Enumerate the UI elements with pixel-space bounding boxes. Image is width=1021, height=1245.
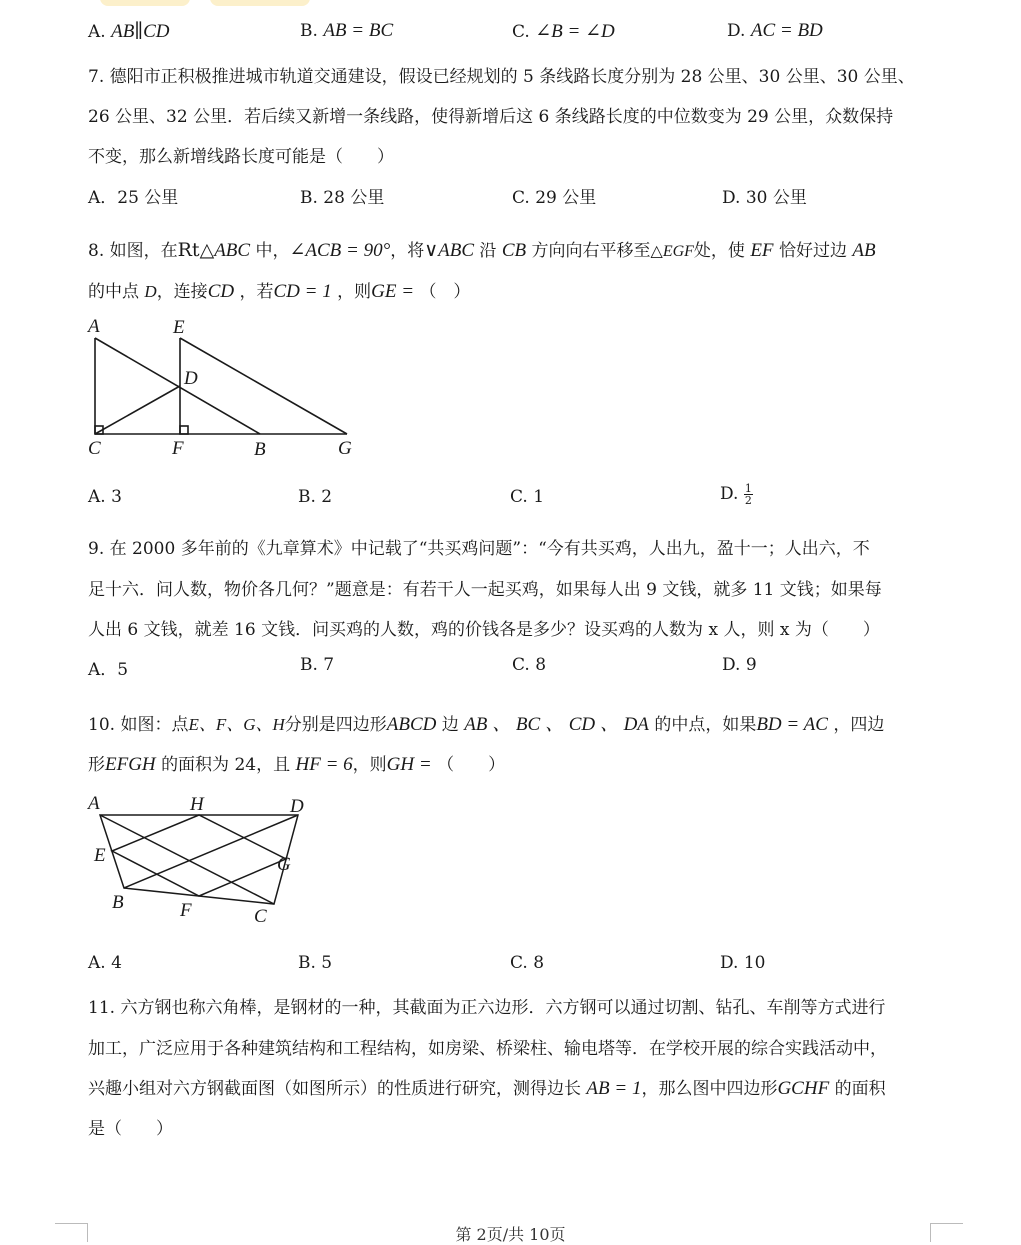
- q9-line-2: 足十六．问人数，物价各几何？”题意是：有若干人一起买鸡，如果每人出 9 文钱，就多 11 文钱；如果每: [88, 580, 882, 600]
- q11-line-2: 加工，广泛应用于各种建筑结构和工程结构，如房梁、桥梁柱、输电塔等．在学校开展的综合实践活动中，: [88, 1039, 887, 1059]
- q10-text: ，则: [352, 755, 387, 775]
- q10-option-d: D. 10: [720, 953, 766, 973]
- q8-text: 的中点: [88, 282, 139, 302]
- q7-line-1: 7. 德阳市正积极推进城市轨道交通建设，假设已经规划的 5 条线路长度分别为 28 公里、30 公里、30 公里、: [88, 67, 915, 87]
- q10-line-2: [88, 750, 505, 776]
- q10-bd-equals-ac: BD = AC: [756, 714, 828, 735]
- q8-label-d: D: [184, 368, 198, 389]
- q8-label-g: G: [338, 438, 352, 459]
- q8-cd: CD: [207, 281, 235, 302]
- q8-option-d-label: D.: [720, 484, 739, 504]
- q8-ab: AB: [852, 240, 876, 261]
- q10-text: ，四边: [833, 715, 885, 735]
- q8-triangle-egf: △EGF: [650, 243, 694, 260]
- q10-label-d: D: [290, 796, 304, 817]
- q7-option-b: B. 28 公里: [300, 188, 385, 208]
- q8-text: ，若: [239, 282, 274, 302]
- q10-points: E、F、G、H: [188, 715, 285, 734]
- q7-option-d: D. 30 公里: [722, 188, 807, 208]
- q6-option-a: [88, 20, 169, 43]
- q8-text: 沿: [479, 241, 497, 261]
- header-logo-left: [100, 0, 190, 6]
- q10-text: 10. 如图：点: [88, 715, 189, 735]
- q8-text: 中，: [255, 241, 290, 261]
- q8-text: ，连接: [156, 282, 208, 302]
- q10-option-c: C. 8: [510, 953, 545, 973]
- q6-option-b-label: B.: [300, 21, 318, 41]
- q8-label-b: B: [254, 439, 266, 460]
- q10-label-e: E: [94, 845, 106, 866]
- q10-label-a: A: [88, 793, 100, 814]
- q8-seg-cd: [95, 386, 180, 434]
- q10-text: 分别是四边形: [284, 715, 387, 735]
- q9-option-a: A．5: [88, 660, 129, 680]
- q8-text: 处，使: [693, 241, 745, 261]
- page-number: 第 2页/共 10页: [455, 1225, 566, 1244]
- q8-label-e: E: [173, 317, 185, 338]
- q6-option-a-text: AB∥CD: [111, 21, 170, 42]
- q8-line-1: [88, 236, 876, 262]
- q6-option-a-label: A.: [88, 22, 106, 42]
- q7-line-3: 不变，那么新增线路长度可能是（ ）: [88, 147, 394, 167]
- q6-option-d-label: D.: [727, 21, 746, 41]
- q9-option-c: C. 8: [512, 655, 547, 675]
- q8-rt: Rt: [177, 239, 200, 261]
- q10-label-f: F: [180, 900, 192, 921]
- q10-text: 的面积为 24，且: [161, 755, 291, 775]
- q8-label-c: C: [88, 438, 101, 459]
- q9-option-d: D. 9: [722, 655, 757, 675]
- q11-line-1: 11. 六方钢也称六角棒，是钢材的一种，其截面为正六边形．六方钢可以通过切割、钻孔、车削等方式进行: [88, 998, 886, 1018]
- q8-triangle-abc-2: ∨ABC: [424, 240, 475, 261]
- q11-text: 兴趣小组对六方钢截面图（如图所示）的性质进行研究，测得边长: [88, 1079, 581, 1099]
- q10-efgh: EFGH: [105, 754, 156, 775]
- q8-d: D: [144, 282, 157, 301]
- q10-gh: GH =: [386, 754, 432, 775]
- q10-option-b: B. 5: [298, 953, 333, 973]
- q7-line-2: 26 公里、32 公里．若后续又新增一条线路，使得新增后这 6 条线路长度的中位数变为 29 公里，众数保持: [88, 107, 894, 127]
- q11-ab-equals-1: AB = 1: [586, 1078, 642, 1099]
- q7-option-c: C. 29 公里: [512, 188, 597, 208]
- q6-option-b: [300, 20, 393, 42]
- q10-figure: [80, 790, 320, 930]
- q8-right-angle-f: [180, 426, 188, 434]
- q7-option-a: A．25 公里: [88, 188, 179, 208]
- q8-line-2: [88, 277, 470, 303]
- q6-option-c: [512, 20, 615, 43]
- q8-seg-eg: [180, 338, 347, 434]
- q10-abcd: ABCD: [386, 714, 437, 735]
- q9-option-b: B. 7: [300, 655, 335, 675]
- q10-label-h: H: [190, 794, 204, 815]
- q9-line-3: 人出 6 文钱，就差 16 文钱．问买鸡的人数，鸡的价钱各是多少？设买鸡的人数为 x 人，则 x 为（ ）: [88, 620, 880, 640]
- q8-text: （ ）: [419, 282, 471, 302]
- q11-line-3: [88, 1074, 886, 1100]
- q10-quad-efgh: [112, 815, 286, 896]
- q8-cb: CB: [501, 240, 527, 261]
- q8-ge: GE =: [371, 281, 415, 302]
- q6-option-c-label: C.: [512, 22, 530, 42]
- fraction-numerator: 1: [744, 482, 752, 495]
- q8-option-d-fraction: [744, 483, 753, 506]
- q10-text: （ ）: [437, 755, 506, 775]
- header-logo-right: [210, 0, 310, 6]
- q10-text: 边: [441, 715, 459, 735]
- q8-option-c: C. 1: [510, 487, 545, 507]
- q10-sides: AB 、 BC 、 CD 、 DA: [464, 714, 649, 735]
- q10-hf-equals-6: HF = 6: [295, 754, 353, 775]
- q8-text: ，将: [390, 241, 425, 261]
- q10-label-c: C: [254, 906, 267, 927]
- q8-label-f: F: [172, 438, 184, 459]
- q9-line-1: 9. 在 2000 多年前的《九章算术》中记载了“共买鸡问题”：“今有共买鸡，人出九，盈十一；人出六，不: [88, 539, 870, 559]
- q6-option-c-text: ∠B = ∠D: [535, 21, 615, 42]
- q8-label-a: A: [88, 316, 100, 337]
- q6-option-d: [727, 20, 823, 42]
- q10-label-b: B: [112, 892, 124, 913]
- q8-option-d: [720, 483, 753, 506]
- q8-option-a: A. 3: [88, 487, 122, 507]
- q10-option-a: A. 4: [88, 953, 122, 973]
- q11-line-4: 是（ ）: [88, 1119, 173, 1139]
- q8-option-b: B. 2: [298, 487, 333, 507]
- q8-cd-equals-1: CD = 1: [273, 281, 332, 302]
- q10-diagonal-ac: [100, 815, 274, 904]
- q10-text: 形: [88, 755, 105, 775]
- q6-option-d-text: AC = BD: [750, 20, 823, 41]
- q10-line-1: [88, 709, 884, 736]
- q8-text: ，则: [337, 282, 372, 302]
- q8-angle: ∠ACB = 90°: [289, 240, 391, 261]
- q8-figure: [80, 310, 370, 465]
- q8-triangle-abc: △ABC: [199, 240, 251, 261]
- q10-text: 的中点，如果: [654, 715, 757, 735]
- q8-text: 恰好过边: [778, 241, 847, 261]
- q6-option-b-text: AB = BC: [323, 20, 394, 41]
- fraction-denominator: 2: [744, 494, 752, 507]
- q8-ef: EF: [750, 240, 774, 261]
- q10-label-g: G: [277, 854, 291, 875]
- q11-gchf: GCHF: [777, 1078, 830, 1099]
- q8-text: 方向向右平移至: [531, 241, 651, 261]
- q11-text: ，那么图中四边形: [641, 1079, 778, 1099]
- q11-text: 的面积: [834, 1079, 886, 1099]
- q8-text: 8. 如图，在: [88, 241, 178, 261]
